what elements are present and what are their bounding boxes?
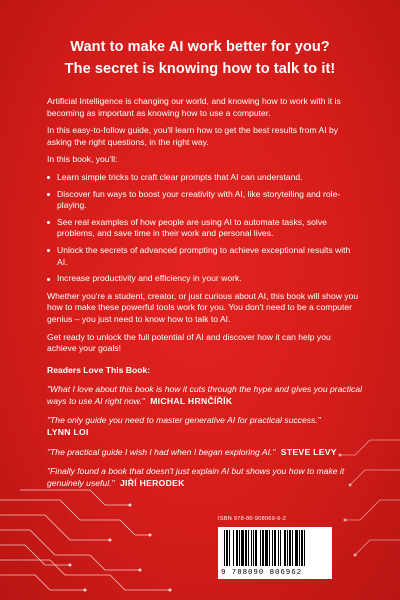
review-quote: "What I love about this book is how it cuts through the hype and gives you practical ways to use AI right now." [47, 384, 362, 406]
review-quote: "The only guide you need to master generative AI for practical success." [47, 415, 321, 426]
barcode-bar [224, 530, 225, 566]
barcode-bar [248, 530, 249, 566]
benefit-item: Increase productivity and efficiency in your work. [47, 273, 362, 285]
barcode-bar [255, 530, 257, 566]
barcode-bar [245, 530, 247, 566]
barcode-bar [299, 530, 300, 566]
benefit-list [47, 172, 362, 285]
barcode-bar [278, 530, 279, 566]
barcode [218, 527, 332, 579]
barcode-bar [253, 530, 254, 566]
barcode-bar [269, 530, 270, 566]
review-author: LYNN LOI [47, 427, 89, 438]
barcode-bar [284, 530, 286, 566]
barcode-bar [292, 530, 293, 566]
barcode-bar [295, 530, 298, 566]
closing-paragraph: Get ready to unlock the full potential of AI and discover how it can help you achieve your goals! [47, 331, 331, 354]
barcode-bar [287, 530, 288, 566]
reviews-heading: Readers Love This Book: [47, 364, 151, 375]
benefit-item: Learn simple tricks to craft clear prompts that AI can understand. [47, 172, 362, 184]
headline-line-2: The secret is knowing how to talk to it! [64, 61, 336, 77]
barcode-bar [304, 530, 305, 566]
barcode-bar [262, 530, 264, 566]
barcode-digits: 9 788090 806962 [221, 569, 303, 577]
review-author: STEVE LEVY [280, 446, 337, 457]
review-item [47, 466, 362, 489]
barcode-bar [239, 530, 240, 566]
blurb-body [47, 96, 362, 497]
review-item [47, 415, 362, 438]
review-quote: "Finally found a book that doesn't just explain AI but shows you how to make it genuinely useful." [47, 466, 345, 488]
review-item [47, 384, 362, 407]
review-item [47, 447, 362, 459]
intro-paragraph: In this easy-to-follow guide, you'll learn how to get the best results from AI by asking the right questions, in the right way. [47, 125, 339, 147]
review-author: MICHAL HRNČÍŘÍK [150, 395, 233, 406]
barcode-bar [226, 530, 228, 566]
barcode-bar [260, 530, 261, 566]
barcode-bar [289, 530, 291, 566]
benefit-item: Unlock the secrets of advanced prompting to achieve exceptional results with AI. [47, 245, 362, 268]
barcode-bars [224, 530, 326, 566]
barcode-bar [274, 530, 276, 566]
barcode-bar [236, 530, 238, 566]
barcode-bar [241, 530, 244, 566]
barcode-bar [272, 530, 273, 566]
review-author: JIŘÍ HERODEK [119, 477, 185, 488]
benefit-item: Discover fun ways to boost your creativity with AI, like storytelling and role-playing. [47, 189, 362, 212]
barcode-bar [233, 530, 234, 566]
barcode-bar [229, 530, 230, 566]
intro-paragraph: Artificial Intelligence is changing our world, and knowing how to work with it is becoming as important as knowing how to use a computer. [47, 96, 341, 118]
intro-paragraph: In this book, you'll: [47, 154, 118, 165]
barcode-bar [265, 530, 268, 566]
review-quote: "The practical guide I wish I had when I began exploring AI." [47, 446, 276, 457]
closing-paragraph: Whether you're a student, creator, or just curious about AI, this book will show you how to make these powerful tools work for you. You don't need to be a computer genius – you just need to know how to talk to AI. [47, 290, 359, 324]
barcode-bar [301, 530, 303, 566]
barcode-bar [280, 530, 281, 566]
benefit-item: See real examples of how people are using AI to automate tasks, solve problems, and save time in their work and personal lives. [47, 217, 362, 240]
headline [0, 36, 400, 80]
isbn-label: ISBN 978-80-908069-6-2 [218, 516, 287, 522]
headline-line-1: Want to make AI work better for you? [70, 39, 330, 55]
barcode-bar [251, 530, 252, 566]
